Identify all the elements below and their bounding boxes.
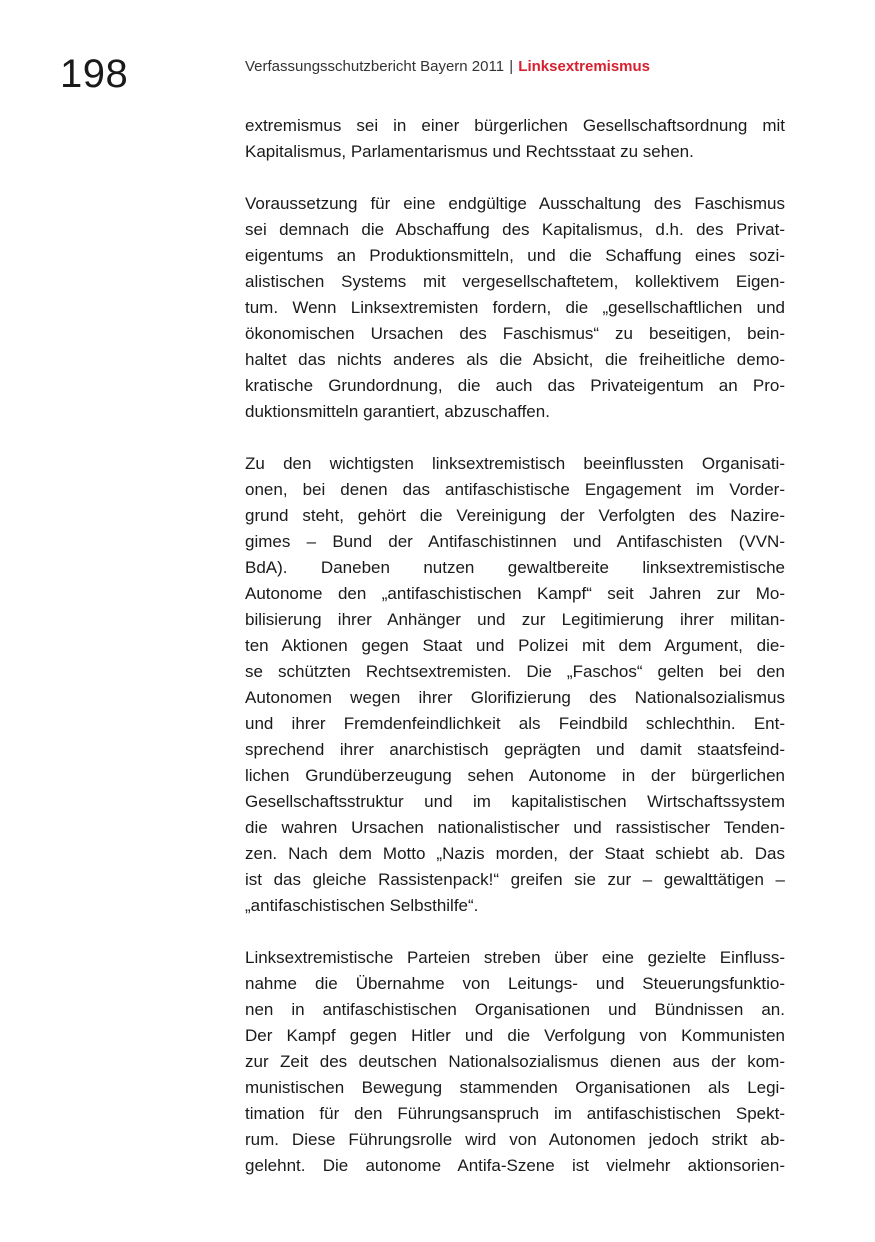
text-line: onen, bei denen das antifaschistische Engagement im Vorder- xyxy=(245,480,785,499)
text-line: gimes – Bund der Antifaschistinnen und Antifaschisten (VVN- xyxy=(245,532,785,551)
text-line: bilisierung ihrer Anhänger und zur Legitimierung ihrer militan- xyxy=(245,610,785,629)
text-line: sprechend ihrer anarchistisch geprägten und damit staatsfeind- xyxy=(245,740,785,759)
text-line: duktionsmitteln garantiert, abzuschaffen. xyxy=(245,402,550,421)
page-number: 198 xyxy=(60,52,129,96)
text-line: eigentums an Produktionsmitteln, und die Schaffung eines sozi- xyxy=(245,246,785,265)
text-line: die wahren Ursachen nationalistischer und rassistischer Tenden- xyxy=(245,818,785,837)
text-line: „antifaschistischen Selbsthilfe“. xyxy=(245,896,479,915)
text-line: sei demnach die Abschaffung des Kapitalismus, d.h. des Privat- xyxy=(245,220,785,239)
text-line: haltet das nichts anderes als die Absicht, die freiheitliche demo- xyxy=(245,350,785,369)
text-line: Autonome den „antifaschistischen Kampf“ seit Jahren zur Mo- xyxy=(245,584,785,603)
text-line: ist das gleiche Rassistenpack!“ greifen sie zur – gewalttätigen – xyxy=(245,870,785,889)
text-line: grund steht, gehört die Vereinigung der Verfolgten des Nazire- xyxy=(245,506,785,525)
text-line: Voraussetzung für eine endgültige Ausschaltung des Faschismus xyxy=(245,194,785,213)
paragraph xyxy=(245,945,785,1179)
text-line: Der Kampf gegen Hitler und die Verfolgung von Kommunisten xyxy=(245,1026,785,1045)
text-line: timation für den Führungsanspruch im antifaschistischen Spekt- xyxy=(245,1104,785,1123)
text-line: zur Zeit des deutschen Nationalsozialismus dienen aus der kom- xyxy=(245,1052,785,1071)
text-line: zen. Nach dem Motto „Nazis morden, der Staat schiebt ab. Das xyxy=(245,844,785,863)
text-line: Zu den wichtigsten linksextremistisch beeinflussten Organisati- xyxy=(245,454,785,473)
text-line: kratische Grundordnung, die auch das Privateigentum an Pro- xyxy=(245,376,785,395)
text-line: und ihrer Fremdenfeindlichkeit als Feindbild schlechthin. Ent- xyxy=(245,714,785,733)
paragraph xyxy=(245,113,785,165)
text-line: rum. Diese Führungsrolle wird von Autonomen jedoch strikt ab- xyxy=(245,1130,785,1149)
header-separator: | xyxy=(509,58,514,75)
text-line: lichen Grundüberzeugung sehen Autonome in der bürgerlichen xyxy=(245,766,785,785)
text-line: extremismus sei in einer bürgerlichen Gesellschaftsordnung mit xyxy=(245,116,785,135)
paragraph xyxy=(245,451,785,919)
text-line: nahme die Übernahme von Leitungs- und Steuerungsfunktio- xyxy=(245,974,785,993)
text-line: tum. Wenn Linksextremisten fordern, die „gesellschaftlichen und xyxy=(245,298,785,317)
text-line: nen in antifaschistischen Organisationen und Bündnissen an. xyxy=(245,1000,785,1019)
paragraph xyxy=(245,191,785,425)
text-line: munistischen Bewegung stammenden Organisationen als Legi- xyxy=(245,1078,785,1097)
text-line: ten Aktionen gegen Staat und Polizei mit dem Argument, die- xyxy=(245,636,785,655)
text-line: Kapitalismus, Parlamentarismus und Rechtsstaat zu sehen. xyxy=(245,142,694,161)
running-header xyxy=(245,57,650,77)
text-line: se schützten Rechtsextremisten. Die „Faschos“ gelten bei den xyxy=(245,662,785,681)
text-line: BdA). Daneben nutzen gewaltbereite linksextremistische xyxy=(245,558,785,577)
body-text xyxy=(245,113,785,1179)
header-title: Verfassungsschutzbericht Bayern 2011 xyxy=(245,58,505,75)
text-line: ökonomischen Ursachen des Faschismus“ zu beseitigen, bein- xyxy=(245,324,785,343)
text-line: gelehnt. Die autonome Antifa-Szene ist vielmehr aktionsorien- xyxy=(245,1156,785,1175)
text-line: Linksextremistische Parteien streben über eine gezielte Einfluss- xyxy=(245,948,785,967)
text-line: Autonomen wegen ihrer Glorifizierung des Nationalsozialismus xyxy=(245,688,785,707)
text-line: Gesellschaftsstruktur und im kapitalistischen Wirtschaftssystem xyxy=(245,792,785,811)
text-line: alistischen Systems mit vergesellschaftetem, kollektivem Eigen- xyxy=(245,272,785,291)
header-section: Linksextremismus xyxy=(518,58,651,75)
